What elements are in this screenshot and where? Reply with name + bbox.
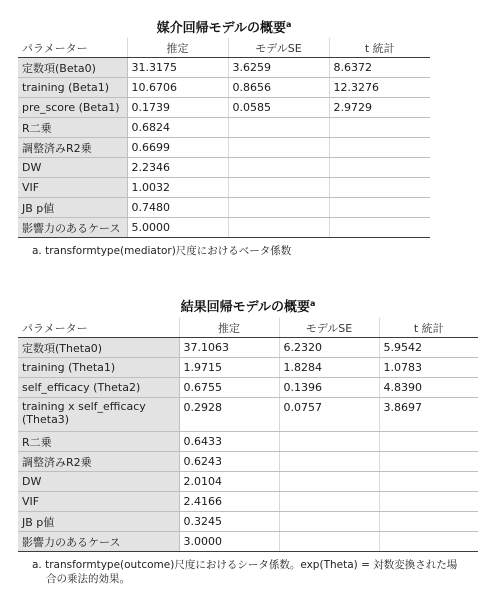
se-cell — [279, 432, 379, 452]
estimate-cell: 5.0000 — [127, 218, 228, 238]
se-cell — [228, 158, 329, 178]
column-header: モデルSE — [228, 38, 329, 58]
t-stat-cell: 8.6372 — [329, 58, 430, 78]
se-cell — [279, 492, 379, 512]
se-cell: 3.6259 — [228, 58, 329, 78]
estimate-cell: 0.7480 — [127, 198, 228, 218]
row-label: 影響力のあるケース — [18, 218, 127, 238]
se-cell: 0.0757 — [279, 398, 379, 432]
t-stat-cell: 5.9542 — [379, 338, 478, 358]
row-label: R二乗 — [18, 432, 179, 452]
column-header: t 統計 — [329, 38, 430, 58]
se-cell — [279, 532, 379, 552]
row-label: 定数項(Theta0) — [18, 338, 179, 358]
outcome-footnote-line-2: 合の乗法的効果。 — [46, 573, 130, 585]
row-label: VIF — [18, 178, 127, 198]
outcome-table-title: 結果回帰モデルの概要$^a$ — [180, 299, 316, 315]
estimate-cell: 10.6706 — [127, 78, 228, 98]
table-row — [18, 158, 430, 178]
t-stat-cell — [329, 218, 430, 238]
se-cell: 0.8656 — [228, 78, 329, 98]
estimate-cell: 2.4166 — [179, 492, 279, 512]
column-header: 推定 — [179, 318, 279, 338]
row-label: 定数項(Beta0) — [18, 58, 127, 78]
mediator-table-title: 媒介回帰モデルの概要$^a$ — [156, 20, 292, 36]
row-label: 調整済みR2乗 — [18, 452, 179, 472]
table-row — [18, 178, 430, 198]
estimate-cell: 0.6824 — [127, 118, 228, 138]
t-stat-cell: 2.9729 — [329, 98, 430, 118]
estimate-cell: 31.3175 — [127, 58, 228, 78]
row-label: JB p値 — [18, 198, 127, 218]
row-label: self_efficacy (Theta2) — [18, 378, 179, 398]
estimate-cell: 0.6433 — [179, 432, 279, 452]
outcome-table — [18, 318, 478, 552]
row-label: training x self_efficacy (Theta3) — [18, 398, 179, 432]
estimate-cell: 3.0000 — [179, 532, 279, 552]
table-row — [18, 198, 430, 218]
table-row — [18, 398, 478, 432]
row-label: training (Theta1) — [18, 358, 179, 378]
t-stat-cell — [329, 178, 430, 198]
row-label: R二乗 — [18, 118, 127, 138]
mediator-header-row — [18, 38, 430, 58]
table-row — [18, 98, 430, 118]
estimate-cell: 1.0032 — [127, 178, 228, 198]
table-row — [18, 512, 478, 532]
se-cell: 1.8284 — [279, 358, 379, 378]
row-label: JB p値 — [18, 512, 179, 532]
se-cell: 0.0585 — [228, 98, 329, 118]
table-row — [18, 532, 478, 552]
se-cell — [228, 138, 329, 158]
estimate-cell: 2.2346 — [127, 158, 228, 178]
column-header: パラメーター — [18, 318, 179, 338]
t-stat-cell: 1.0783 — [379, 358, 478, 378]
t-stat-cell — [379, 432, 478, 452]
table-row — [18, 118, 430, 138]
t-stat-cell — [329, 118, 430, 138]
outcome-header-row — [18, 318, 478, 338]
outcome-footnote — [18, 558, 478, 586]
table-row — [18, 452, 478, 472]
mediator-title-footnote-mark: a — [285, 20, 292, 29]
table-row — [18, 472, 478, 492]
row-label: VIF — [18, 492, 179, 512]
estimate-cell: 2.0104 — [179, 472, 279, 492]
row-label: DW — [18, 158, 127, 178]
t-stat-cell — [379, 452, 478, 472]
se-cell — [228, 118, 329, 138]
t-stat-cell — [379, 512, 478, 532]
se-cell — [279, 512, 379, 532]
t-stat-cell: 4.8390 — [379, 378, 478, 398]
se-cell: 0.1396 — [279, 378, 379, 398]
column-header: t 統計 — [379, 318, 478, 338]
row-label: DW — [18, 472, 179, 492]
t-stat-cell — [329, 198, 430, 218]
se-cell: 6.2320 — [279, 338, 379, 358]
row-label: 影響力のあるケース — [18, 532, 179, 552]
t-stat-cell — [379, 532, 478, 552]
estimate-cell: 0.3245 — [179, 512, 279, 532]
table-row — [18, 378, 478, 398]
row-label: 調整済みR2乗 — [18, 138, 127, 158]
estimate-cell: 0.2928 — [179, 398, 279, 432]
outcome-footnote-line-1: a. transformtype(outcome)尺度におけるシータ係数。exp(Theta) = 対数変換された場 — [32, 559, 458, 571]
estimate-cell: 0.6243 — [179, 452, 279, 472]
table-row — [18, 492, 478, 512]
t-stat-cell — [329, 158, 430, 178]
se-cell — [279, 472, 379, 492]
outcome-summary — [18, 290, 478, 586]
t-stat-cell — [379, 492, 478, 512]
column-header: 推定 — [127, 38, 228, 58]
mediator-table — [18, 38, 430, 238]
se-cell — [228, 178, 329, 198]
t-stat-cell: 12.3276 — [329, 78, 430, 98]
estimate-cell: 37.1063 — [179, 338, 279, 358]
table-row — [18, 78, 430, 98]
estimate-cell: 0.6755 — [179, 378, 279, 398]
table-row — [18, 432, 478, 452]
row-label: pre_score (Beta1) — [18, 98, 127, 118]
table-row — [18, 58, 430, 78]
t-stat-cell — [329, 138, 430, 158]
se-cell — [279, 452, 379, 472]
row-label: training (Beta1) — [18, 78, 127, 98]
mediator-summary — [18, 12, 430, 258]
estimate-cell: 0.1739 — [127, 98, 228, 118]
column-header: モデルSE — [279, 318, 379, 338]
se-cell — [228, 198, 329, 218]
outcome-title-footnote-mark: a — [309, 299, 316, 308]
table-row — [18, 338, 478, 358]
table-row — [18, 218, 430, 238]
table-row — [18, 138, 430, 158]
t-stat-cell — [379, 472, 478, 492]
column-header: パラメーター — [18, 38, 127, 58]
table-row — [18, 358, 478, 378]
se-cell — [228, 218, 329, 238]
t-stat-cell: 3.8697 — [379, 398, 478, 432]
estimate-cell: 0.6699 — [127, 138, 228, 158]
estimate-cell: 1.9715 — [179, 358, 279, 378]
mediator-footnote: a. transformtype(mediator)尺度におけるベータ係数 — [32, 245, 292, 257]
